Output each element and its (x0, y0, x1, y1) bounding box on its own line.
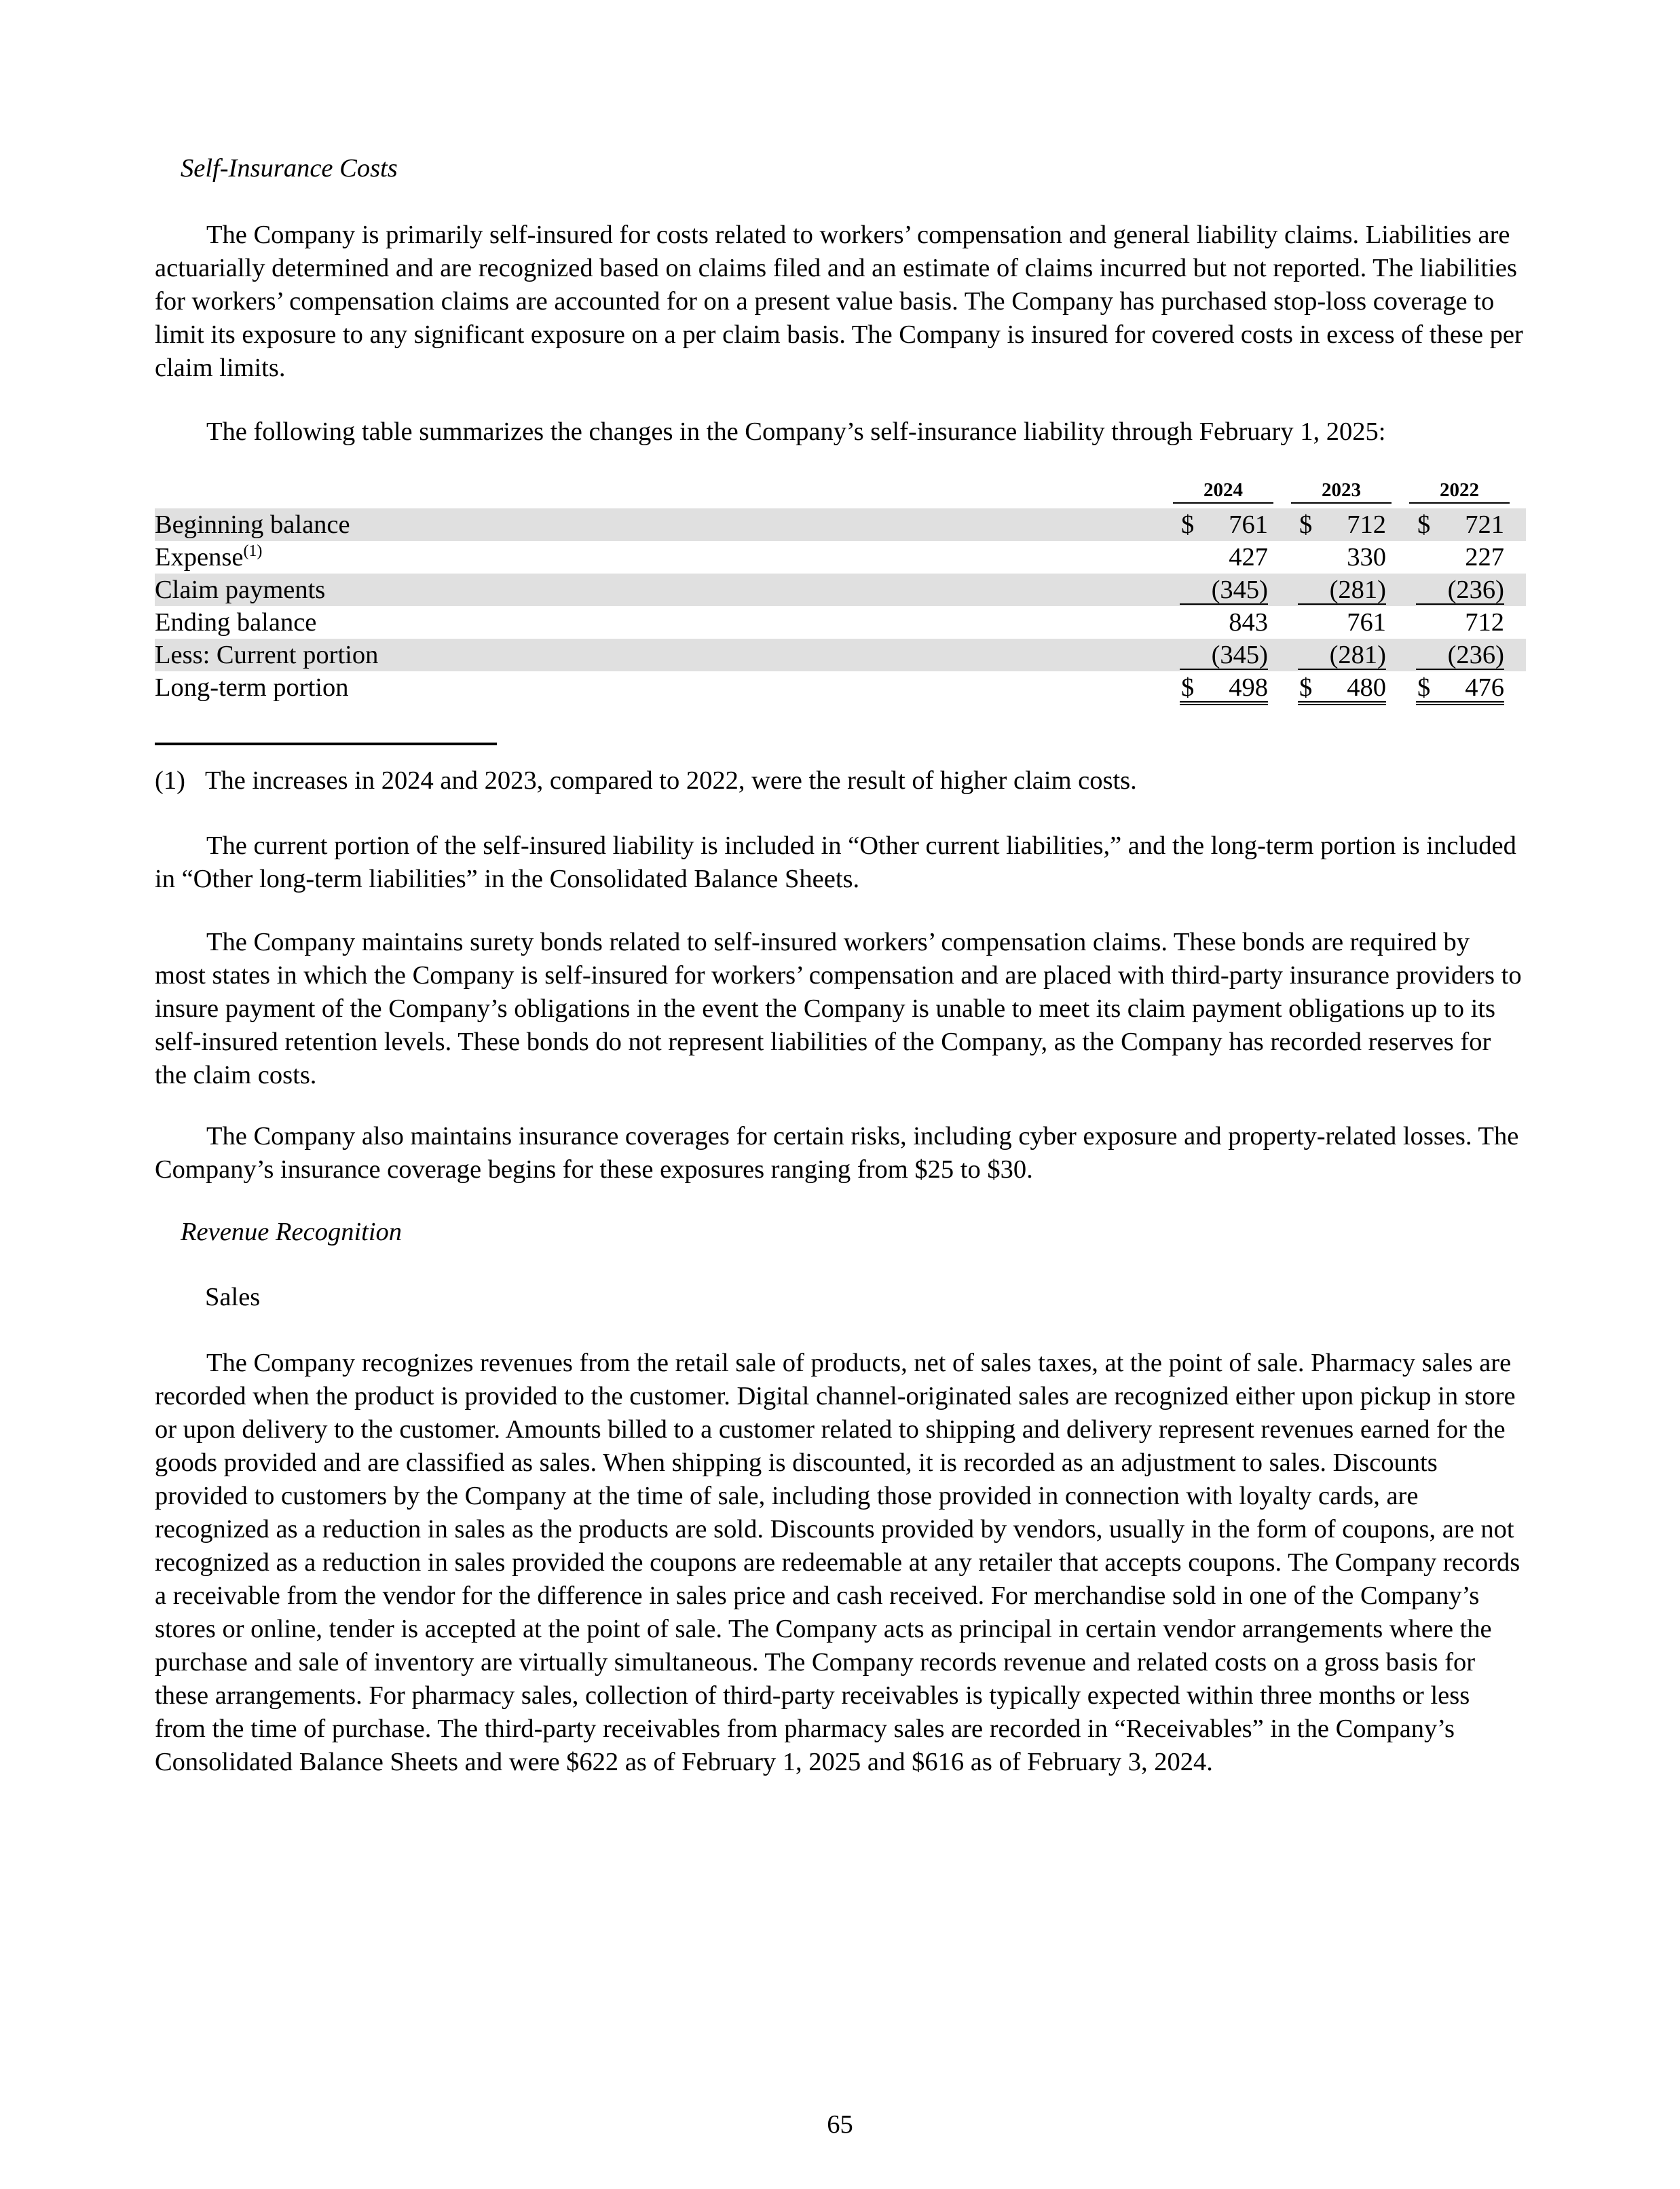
table-row-claim-payments (155, 574, 1526, 606)
currency-symbol: $ (1181, 673, 1195, 702)
cell-value: 480 (1347, 673, 1386, 702)
currency-symbol: $ (1299, 673, 1313, 702)
paragraph-table-intro (155, 415, 1526, 449)
table-cell (1180, 508, 1268, 538)
paragraph-self-insurance-intro (155, 219, 1526, 385)
currency-symbol: $ (1181, 510, 1195, 539)
row-label: Long-term portion (155, 673, 349, 702)
cell-value: 761 (1229, 510, 1268, 539)
row-label: Less: Current portion (155, 641, 379, 669)
table-cell (1298, 671, 1386, 705)
column-header-2023: 2023 (1291, 478, 1392, 504)
table-cell: (345) (1180, 639, 1268, 670)
currency-symbol: $ (1299, 510, 1313, 539)
paragraph-surety-bonds (155, 926, 1526, 1092)
cell-value: 476 (1465, 673, 1504, 702)
table-cell (1180, 671, 1268, 705)
row-label: Claim payments (155, 576, 326, 604)
table-cell: (345) (1180, 574, 1268, 605)
paragraph-text: The current portion of the self-insured liability is included in “Other current liabilities,” and the long-term portion is included in “Other long-term liabilities” in the Consolidated Balance Sheets. (155, 831, 1516, 893)
row-label-text: Expense (155, 543, 244, 572)
paragraph-current-portion (155, 829, 1526, 896)
footnote-divider (155, 743, 497, 745)
section-heading-self-insurance: Self-Insurance Costs (181, 154, 398, 183)
cell-value: 498 (1229, 673, 1268, 702)
row-label (155, 541, 262, 574)
table-row-long-term-portion (155, 671, 1526, 704)
table-row-expense (155, 541, 1526, 574)
paragraph-text: The Company recognizes revenues from the retail sale of products, net of sales taxes, at the point of sale. Pharmacy sales are recorded when the product is provided to the customer. Digital channel-originated sales are recognized either upon pickup in store or upon delivery to the customer. Amounts billed to a customer related to shipping and delivery represent revenues earned for the goods provided and are classified as sales. When shipping is discounted, it is recorded as an adjustment to sales. Discounts provided to customers by the Company at the time of sale, including those provided in connection with loyalty cards, are recognized as a reduction in sales as the products are sold. Discounts provided by vendors, usually in the form of coupons, are not recognized as a reduction in sales provided the coupons are redeemable at any retailer that accepts coupons. The Company records a receivable from the vendor for the difference in sales price and cash received. For merchandise sold in one of the Company’s stores or online, tender is accepted at the point of sale. The Company acts as principal in certain vendor arrangements where the purchase and sale of inventory are virtually simultaneous. The Company records revenue and related costs on a gross basis for these arrangements. For pharmacy sales, collection of third-party receivables is typically expected within three months or less from the time of purchase. The third-party receivables from pharmacy sales are recorded in “Receivables” in the Company’s Consolidated Balance Sheets and were $622 as of February 1, 2025 and $616 as of February 3, 2024. (155, 1349, 1520, 1776)
table-cell: (281) (1298, 574, 1386, 605)
table-cell: (281) (1298, 639, 1386, 670)
currency-symbol: $ (1417, 673, 1431, 702)
cell-value: 721 (1465, 510, 1504, 539)
table-cell: 712 (1465, 608, 1504, 637)
table-cell (1416, 671, 1504, 705)
table-cell: 427 (1229, 543, 1268, 572)
currency-symbol: $ (1417, 510, 1431, 539)
table-cell: 843 (1229, 608, 1268, 637)
paragraph-text: The following table summarizes the changes in the Company’s self-insurance liability through February 1, 2025: (206, 417, 1386, 446)
table-cell: (236) (1416, 639, 1504, 670)
table-cell: 330 (1347, 543, 1386, 572)
subheading-sales: Sales (205, 1283, 261, 1311)
table-cell: (236) (1416, 574, 1504, 605)
footnote-marker: (1) (243, 542, 263, 561)
footnote-number: (1) (155, 766, 185, 795)
table-row-ending-balance (155, 606, 1526, 639)
footnote-text: The increases in 2024 and 2023, compared to 2022, were the result of higher claim costs. (205, 766, 1137, 795)
column-header-2022: 2022 (1409, 478, 1510, 504)
paragraph-sales-recognition (155, 1347, 1526, 1779)
row-label: Beginning balance (155, 510, 350, 539)
paragraph-text: The Company also maintains insurance coverages for certain risks, including cyber exposure and property-related losses. The Company’s insurance coverage begins for these exposures ranging from $25 to $30. (155, 1122, 1519, 1184)
table-row-beginning-balance (155, 508, 1526, 541)
section-heading-revenue-recognition: Revenue Recognition (181, 1218, 403, 1246)
footnote (155, 764, 1137, 797)
table-cell: 227 (1465, 543, 1504, 572)
table-cell (1298, 508, 1386, 538)
paragraph-insurance-coverages (155, 1120, 1526, 1186)
paragraph-text: The Company is primarily self-insured for costs related to workers’ compensation and general liability claims. Liabilities are actuarially determined and are recognized based on claims filed and an estimate of claims incurred but not reported. The liabilities for workers’ compensation claims are accounted for on a present value basis. The Company has purchased stop-loss coverage to limit its exposure to any significant exposure on a per claim basis. The Company is insured for covered costs in excess of these per claim limits. (155, 221, 1523, 382)
cell-value: 712 (1347, 510, 1386, 539)
column-header-2024: 2024 (1173, 478, 1273, 504)
table-cell: 761 (1347, 608, 1386, 637)
row-label: Ending balance (155, 608, 317, 637)
table-cell (1416, 508, 1504, 538)
table-row-current-portion (155, 639, 1526, 671)
page-number: 65 (827, 2110, 853, 2139)
paragraph-text: The Company maintains surety bonds related to self-insured workers’ compensation claims. These bonds are required by most states in which the Company is self-insured for workers’ compensation and are placed with third-party insurance providers to insure payment of the Company’s obligations in the event the Company is unable to meet its claim payment obligations up to its self-insured retention levels. These bonds do not represent liabilities of the Company, as the Company has recorded reserves for the claim costs. (155, 928, 1522, 1089)
